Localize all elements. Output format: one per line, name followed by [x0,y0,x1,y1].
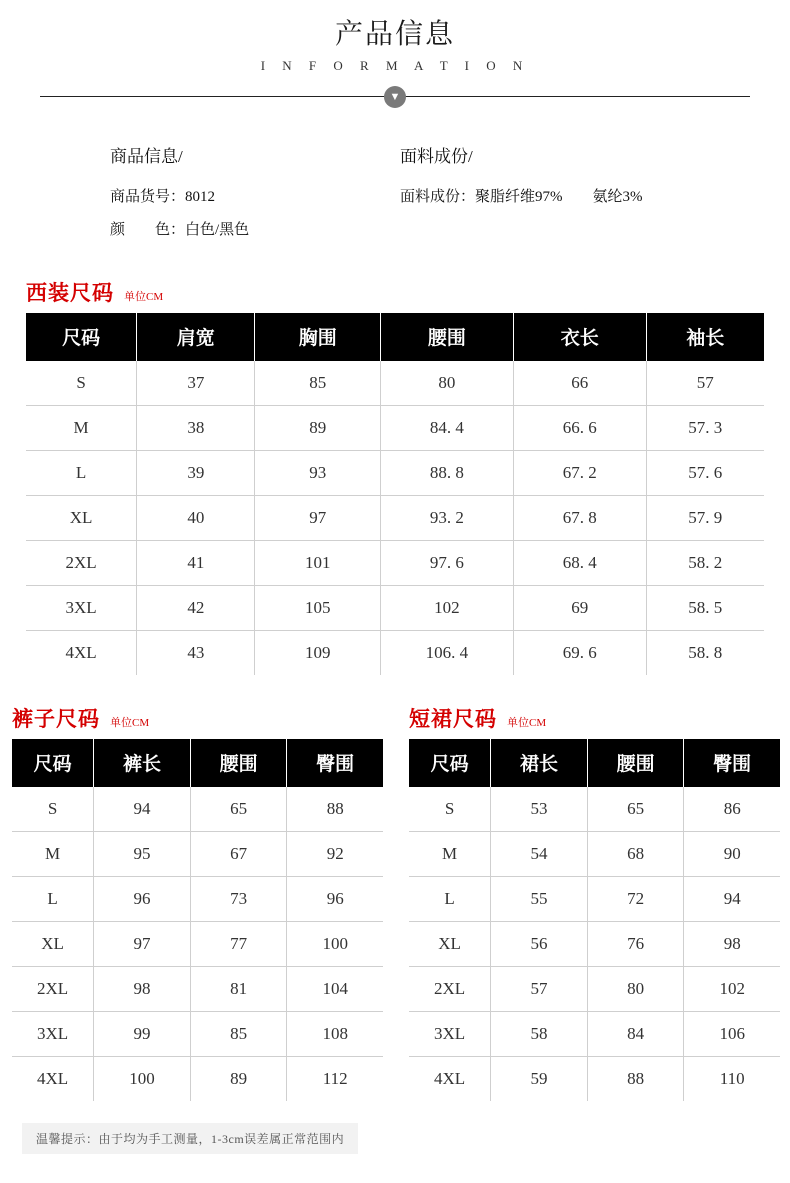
cell: 90 [684,831,780,876]
cell: 2XL [26,540,137,585]
pants-size-unit: 单位CM [110,716,150,729]
header-divider [0,86,790,108]
cell: 96 [287,876,383,921]
cell: 92 [287,831,383,876]
cell: 109 [255,630,381,675]
cell: M [26,405,137,450]
skirt-size-title: 短裙尺码 [409,706,497,731]
cell: 97. 6 [381,540,514,585]
cell: 57 [646,361,764,406]
table-row [26,450,764,495]
chevron-down-icon: ▼ [384,86,406,108]
cell: L [409,876,491,921]
goods-color-line: 颜 色：白色/黑色 [110,221,250,238]
pants-size-table [12,739,383,1101]
table-row [409,831,780,876]
cell: 72 [587,876,684,921]
cell: 40 [137,495,255,540]
table-row [12,787,383,832]
suit-col-header: 尺码 [26,313,137,361]
cell: 84. 4 [381,405,514,450]
goods-info-column [110,142,400,251]
cell: 80 [587,966,684,1011]
table-row [409,921,780,966]
cell: 66. 6 [513,405,646,450]
pants-size-title: 裤子尺码 [12,706,100,731]
fabric-info-heading: 面料成份/ [400,146,473,166]
suit-size-section [0,277,790,675]
measurement-note: 温馨提示：由于均为手工测量，1-3cm误差属正常范围内 [22,1123,358,1154]
cell: 39 [137,450,255,495]
cell: 88 [587,1056,684,1101]
cell: 95 [94,831,191,876]
cell: 108 [287,1011,383,1056]
cell: 69. 6 [513,630,646,675]
cell: 3XL [26,585,137,630]
cell: 58. 2 [646,540,764,585]
cell: 81 [190,966,287,1011]
table-row [26,630,764,675]
cell: 67. 2 [513,450,646,495]
cell: 65 [190,787,287,832]
cell: 97 [94,921,191,966]
cell: 57 [491,966,588,1011]
cell: 106 [684,1011,780,1056]
table-row [409,787,780,832]
table-row [26,361,764,406]
page-header [0,0,790,108]
cell: 100 [94,1056,191,1101]
table-row [26,540,764,585]
cell: 38 [137,405,255,450]
cell: 94 [94,787,191,832]
suit-size-title: 西装尺码 [26,280,114,305]
suit-col-header: 肩宽 [137,313,255,361]
cell: M [12,831,94,876]
cell: 110 [719,1068,745,1088]
cell: 65 [587,787,684,832]
pants-col-header: 臀围 [287,739,383,787]
lower-size-sections [0,703,790,1101]
pants-col-header: 裤长 [94,739,191,787]
table-header-row [26,313,764,361]
cell: 97 [255,495,381,540]
suit-table-wrap [26,313,780,675]
cell: 105 [255,585,381,630]
cell: XL [12,921,94,966]
cell: 89 [255,405,381,450]
suit-col-header: 腰围 [381,313,514,361]
table-row [409,1056,780,1101]
table-row [26,495,764,540]
skirt-size-title-row [409,703,780,733]
table-row [12,921,383,966]
suit-size-unit: 单位CM [124,290,164,303]
cell: 53 [491,787,588,832]
skirt-col-header: 腰围 [587,739,684,787]
table-header-row [409,739,780,787]
cell: XL [409,921,491,966]
cell: 101 [255,540,381,585]
cell: 86 [684,787,780,832]
skirt-col-header: 裙长 [491,739,588,787]
cell: 96 [94,876,191,921]
cell: 68. 4 [513,540,646,585]
table-row [12,831,383,876]
cell: 76 [587,921,684,966]
cell: 98 [684,921,780,966]
cell: 99 [94,1011,191,1056]
table-row [26,585,764,630]
cell: 102 [684,966,780,1011]
cell: 59 [491,1056,588,1101]
table-row [409,876,780,921]
page-subtitle: I N F O R M A T I O N [260,57,530,73]
cell: 55 [491,876,588,921]
skirt-col-header: 尺码 [409,739,491,787]
cell: 58 [491,1011,588,1056]
table-row [26,405,764,450]
table-header-row [12,739,383,787]
skirt-size-section [409,703,780,1101]
fabric-info-column [400,142,740,251]
cell: 58. 8 [688,642,723,662]
skirt-size-unit: 单位CM [507,716,547,729]
cell: 68 [587,831,684,876]
cell: 57. 6 [646,450,764,495]
cell: 84 [587,1011,684,1056]
cell: 3XL [12,1011,94,1056]
cell: 4XL [409,1056,491,1101]
cell: 43 [137,630,255,675]
skirt-size-table [409,739,780,1101]
cell: 88 [287,787,383,832]
cell: L [12,876,94,921]
product-info-block [0,142,790,251]
cell: 85 [255,361,381,406]
cell: 100 [287,921,383,966]
goods-info-heading: 商品信息/ [110,146,183,166]
goods-code-line: 商品货号：8012 [110,188,216,205]
cell: 2XL [409,966,491,1011]
cell: 57. 3 [646,405,764,450]
pants-col-header: 尺码 [12,739,94,787]
cell: 57. 9 [646,495,764,540]
cell: M [409,831,491,876]
cell: 80 [381,361,514,406]
cell: 54 [491,831,588,876]
table-row [409,1011,780,1056]
cell: 56 [491,921,588,966]
table-row [12,876,383,921]
cell: 4XL [26,630,137,675]
table-row [12,966,383,1011]
cell: 67. 8 [513,495,646,540]
suit-col-header: 胸围 [255,313,381,361]
fabric-composition-line: 面料成份：聚脂纤维97% 氨纶3% [400,188,643,205]
skirt-col-header: 臀围 [684,739,780,787]
page-title: 产品信息 [334,19,455,50]
pants-size-title-row [12,703,383,733]
cell: 69 [513,585,646,630]
cell: 93. 2 [381,495,514,540]
cell: 67 [190,831,287,876]
suit-size-title-row [26,277,780,307]
cell: 41 [137,540,255,585]
cell: 73 [190,876,287,921]
cell: L [26,450,137,495]
cell: 3XL [409,1011,491,1056]
suit-col-header: 衣长 [513,313,646,361]
cell: 88. 8 [381,450,514,495]
pants-col-header: 腰围 [190,739,287,787]
pants-size-section [12,703,383,1101]
cell: 89 [190,1056,287,1101]
cell: 98 [94,966,191,1011]
cell: 106. 4 [381,630,514,675]
cell: 104 [287,966,383,1011]
cell: 66 [513,361,646,406]
cell: 102 [381,585,514,630]
cell: 58. 5 [646,585,764,630]
suit-size-table [26,313,764,675]
cell: 2XL [12,966,94,1011]
cell: XL [26,495,137,540]
cell: 85 [190,1011,287,1056]
cell: 37 [137,361,255,406]
cell: 94 [684,876,780,921]
cell: 112 [322,1068,348,1088]
cell: S [26,361,137,406]
cell: S [12,787,94,832]
cell: 77 [190,921,287,966]
cell: 4XL [12,1056,94,1101]
suit-col-header: 袖长 [646,313,764,361]
cell: 42 [137,585,255,630]
table-row [12,1056,383,1101]
cell: S [409,787,491,832]
cell: 93 [255,450,381,495]
table-row [409,966,780,1011]
table-row [12,1011,383,1056]
